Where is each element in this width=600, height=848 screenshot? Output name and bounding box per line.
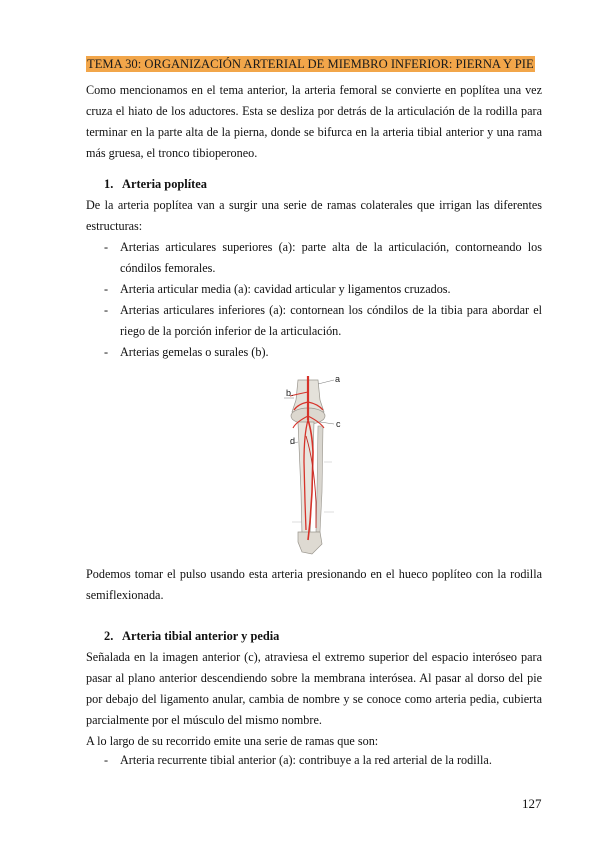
section-2-paragraph-2: A lo largo de su recorrido emite una serie de ramas que son: [86,734,379,748]
section-2-title: Arteria tibial anterior y pedia [122,629,280,643]
figure-label-c: c [336,419,341,429]
list-item-text: Arterias gemelas o surales (b). [120,345,269,359]
section-2-paragraph-1: Señalada en la imagen anterior (c), atraviesa el extremo superior del espacio interóseo para pasar al plano anterior descendiendo sobre la membrana interósea. Al pasar al dorso del pie por debajo del ligamento anular, cambia de nombre y se conoce como arteria pedia, cubierta parcialmente por el músculo del mismo nombre. [86,650,542,727]
page-number: 127 [522,796,542,811]
section-2-number: 2. [104,629,114,643]
figure-label-b: b. [286,388,294,398]
list-item-text: Arteria articular media (a): cavidad articular y ligamentos cruzados. [120,282,451,296]
list-item: - Arterias articulares inferiores (a): contornean los cóndilos de la tibia para abordar el riego de la porción inferior de la articulación. [104,300,542,342]
list-item-text: Arterias articulares superiores (a): parte alta de la articulación, contorneando los cóndilos femorales. [120,240,542,275]
list-item: - Arterias gemelas o surales (b). [104,342,542,363]
list-item: - Arteria recurrente tibial anterior (a): contribuye a la red arterial de la rodilla. [104,750,542,771]
section-2-heading [104,626,279,647]
figure-label-d: d [290,436,296,446]
list-item: - Arteria articular media (a): cavidad articular y ligamentos cruzados. [104,279,542,300]
list-item-text: Arterias articulares inferiores (a): contornean los cóndilos de la tibia para abordar el riego de la porción inferior de la articulación. [120,303,542,338]
list-item-text: Arteria recurrente tibial anterior (a): contribuye a la red arterial de la rodilla. [120,753,492,767]
leg-arteries-figure [268,372,348,556]
section-1-heading [104,174,207,195]
section-1-number: 1. [104,177,114,191]
section-1-title: Arteria poplítea [122,177,207,191]
page-title: TEMA 30: ORGANIZACIÓN ARTERIAL DE MIEMBRO INFERIOR: PIERNA Y PIE [87,57,534,71]
pulse-paragraph: Podemos tomar el pulso usando esta arteria presionando en el hueco poplíteo con la rodilla semiflexionada. [86,567,542,602]
intro-paragraph: Como mencionamos en el tema anterior, la arteria femoral se convierte en poplítea una vez cruza el hiato de los aductores. Esta se desliza por detrás de la articulación de la rodilla para terminar en la parte alta de la pierna, donde se bifurca en la arteria tibial anterior y una rama más gruesa, el tronco tibioperoneo. [86,83,542,160]
leg-arteries-illustration [268,372,348,556]
list-item: - Arterias articulares superiores (a): parte alta de la articulación, contorneando los cóndilos femorales. [104,237,542,279]
figure-label-a: a [335,374,341,384]
section-1-intro: De la arteria poplítea van a surgir una serie de ramas colaterales que irrigan las diferentes estructuras: [86,198,542,233]
